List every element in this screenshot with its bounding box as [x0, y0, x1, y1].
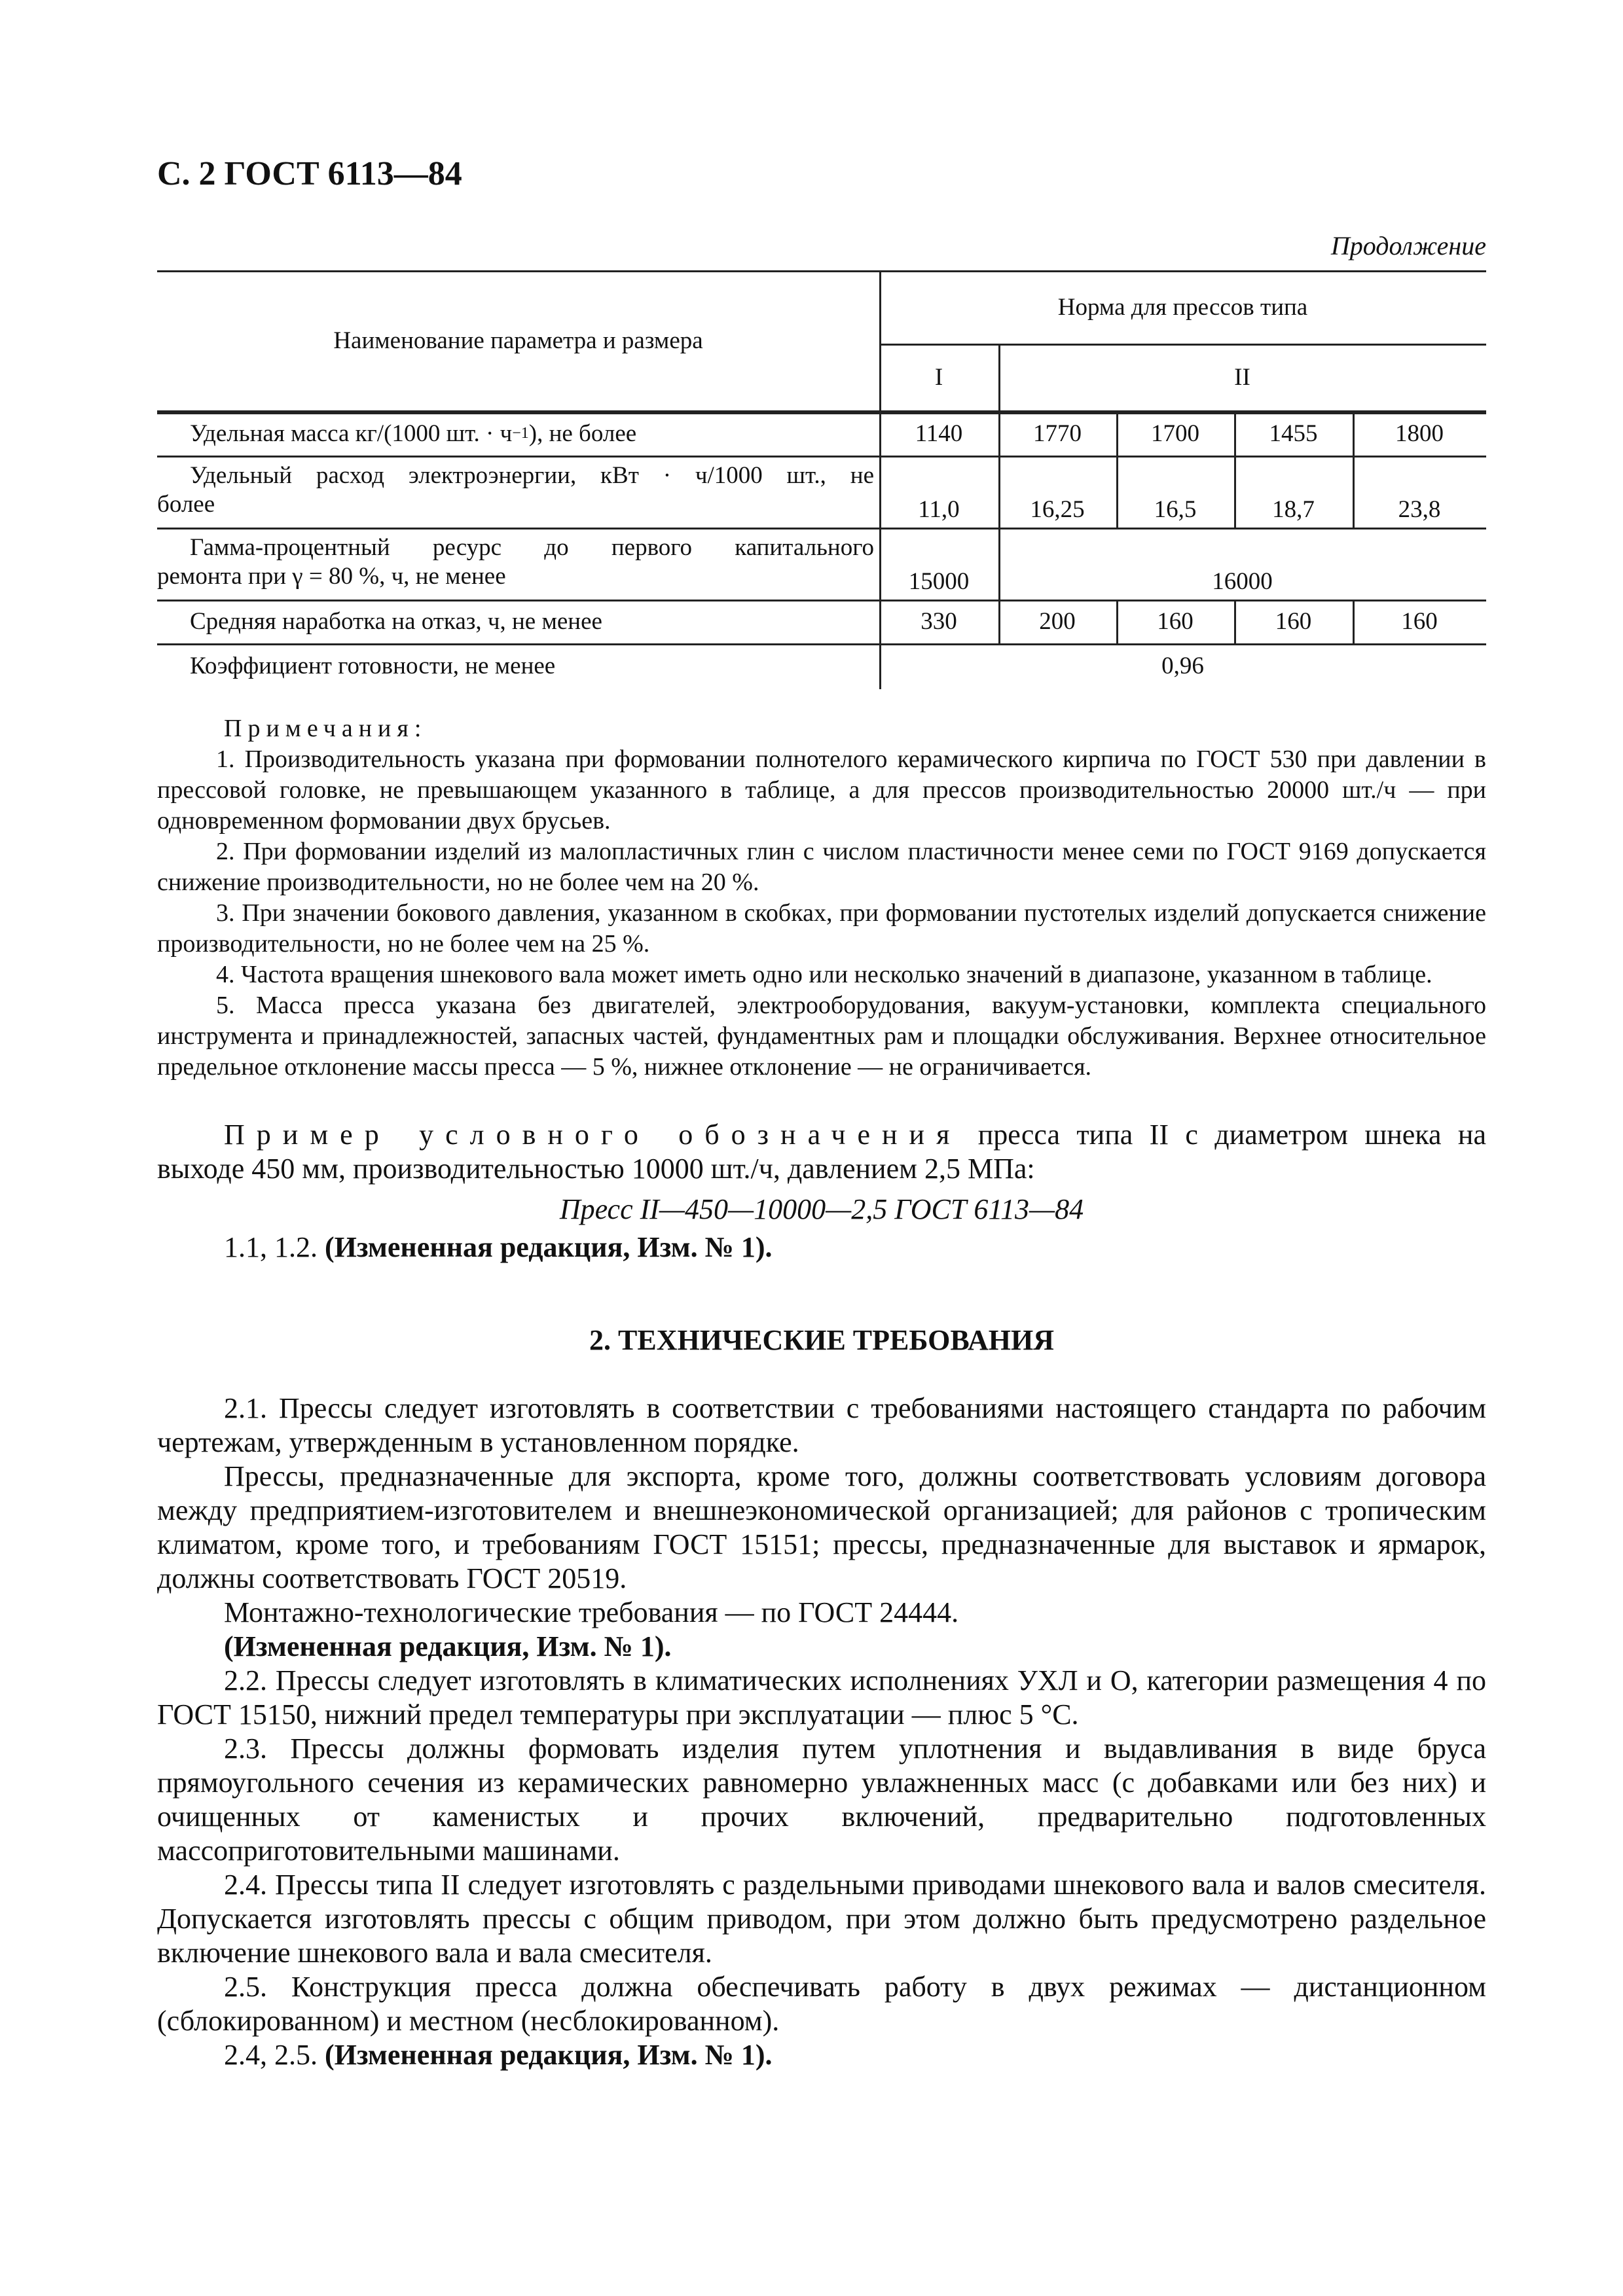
- header-param: Наименование параметра и размера: [333, 327, 703, 354]
- paragraph: 2.3. Прессы должны формовать изделия путем уплотнения и выдавливания в виде бруса прямоугольного сечения из керамических равномерно увлажненных масс (с добавками или без них) и очищенных от каменистых и прочих включений, предварительно подготовленных массоприготовительными машинами.: [157, 1732, 1486, 1867]
- table-cell: 16,25: [1030, 495, 1085, 523]
- notes-title: Примечания:: [224, 715, 428, 742]
- row-name: Гамма-процентный ресурс до первого капитального ремонта при γ = 80 %, ч, не менее: [157, 534, 874, 590]
- note-item: 3. При значении бокового давления, указанном в скобках, при формовании пустотелых изделий допускается снижение производительности, но не более чем на 25 %.: [157, 899, 1486, 958]
- table-cell: 23,8: [1398, 495, 1441, 523]
- example-label: Пример условного обозначения: [224, 1119, 962, 1151]
- notes-block: [157, 713, 1486, 1083]
- example-designation: Пресс II—450—10000—2,5 ГОСТ 6113—84: [559, 1193, 1084, 1225]
- note-item: 1. Производительность указана при формовании полнотелого керамического кирпича по ГОСТ 530 при давлении в прессовой головке, не превышающем указанного в таблице, а для прессов производительностью 20000 шт./ч — при одновременном формовании двух брусьев.: [157, 745, 1486, 834]
- table-cell: 160: [1401, 608, 1438, 635]
- section-2: [157, 1323, 1486, 1357]
- note-item: 5. Масса пресса указана без двигателей, электрооборудования, вакуум-установки, комплекта специального инструмента и принадлежностей, запасных частей, фундаментных рам и площадки обслуживания. Верхнее относительное предельное отклонение массы пресса — 5 %, нижнее отклонение — не ограничивается.: [157, 992, 1486, 1081]
- paragraph: 2.2. Прессы следует изготовлять в климатических исполнениях УХЛ и О, категории размещения 4 по ГОСТ 15150, нижний предел температуры при эксплуатации — плюс 5 °С.: [157, 1664, 1486, 1731]
- section-heading: 2. ТЕХНИЧЕСКИЕ ТРЕБОВАНИЯ: [589, 1324, 1054, 1356]
- page-header: С. 2 ГОСТ 6113—84: [157, 155, 462, 192]
- table-cell: 1140: [915, 420, 963, 447]
- table-cell: 16,5: [1154, 495, 1197, 523]
- table-cell: 160: [1275, 608, 1312, 635]
- table-cell: 200: [1039, 608, 1076, 635]
- continuation-label: Продолжение: [1330, 231, 1486, 260]
- note-item: 2. При формовании изделий из малопластичных глин с числом пластичности менее семи по ГОСТ 9169 допускается снижение производительности, но не более чем на 20 %.: [157, 838, 1486, 896]
- note-item: 4. Частота вращения шнекового вала может иметь одно или несколько значений в диапазоне, указанном в таблице.: [216, 961, 1432, 988]
- paragraph: Прессы, предназначенные для экспорта, кроме того, должны соответствовать условиям договора между предприятием-изготовителем и внешнеэкономической организацией; для районов с тропическим климатом, кроме того, и требованиям ГОСТ 15151; прессы, предназначенные для выставок и ярмарок, должны соответствовать ГОСТ 20519.: [157, 1460, 1486, 1594]
- change-note: 2.4, 2.5. (Измененная редакция, Изм. № 1).: [224, 2039, 773, 2071]
- table-cell: 0,96: [1161, 653, 1204, 679]
- table-cell: 11,0: [918, 495, 960, 523]
- table-cell: 1455: [1269, 420, 1318, 447]
- paragraph: 2.1. Прессы следует изготовлять в соответствии с требованиями настоящего стандарта по рабочим чертежам, утвержденным в установленном порядке.: [157, 1392, 1486, 1458]
- row-name: Удельная масса кг/(1000 шт. · ч −1 ), не более: [190, 420, 637, 447]
- paragraph: 2.5. Конструкция пресса должна обеспечивать работу в двух режимах — дистанционном (сблокированном) и местном (несблокированном).: [157, 1971, 1486, 2037]
- table-cell: 16000: [1212, 567, 1273, 595]
- row-name: Средняя наработка на отказ, ч, не менее: [190, 608, 602, 635]
- table-cell: 330: [921, 608, 957, 635]
- table-cell: 1770: [1033, 420, 1082, 447]
- example-paragraph: Пример условного обозначения пресса типа II с диаметром шнека на выходе 450 мм, производительностью 10000 шт./ч, давлением 2,5 МПа:: [157, 1119, 1486, 1185]
- parameters-table: [157, 270, 1486, 689]
- table-rule: [157, 528, 1486, 529]
- section-2-body: [157, 1391, 1486, 2072]
- change-note: 1.1, 1.2. (Измененная редакция, Изм. № 1).: [224, 1231, 773, 1263]
- row-name: Удельный расход электроэнергии, кВт · ч/1000 шт., не более: [157, 462, 874, 518]
- table-cell: 160: [1157, 608, 1194, 635]
- row-name: Коэффициент готовности, не менее: [190, 653, 556, 679]
- example-block: [157, 1118, 1486, 1265]
- change-note: (Измененная редакция, Изм. № 1).: [224, 1630, 672, 1662]
- table-cell: 1700: [1151, 420, 1199, 447]
- paragraph: Монтажно-технологические требования — по ГОСТ 24444.: [224, 1596, 959, 1628]
- header-type-II: II: [1234, 363, 1250, 391]
- table-cell: 15000: [908, 567, 970, 595]
- table-cell: 1800: [1395, 420, 1444, 447]
- paragraph: 2.4. Прессы типа II следует изготовлять с раздельными приводами шнекового вала и валов смесителя. Допускается изготовлять прессы с общим приводом, при этом должно быть предусмотрено раздельное включение шнекового вала и вала смесителя.: [157, 1869, 1486, 1969]
- table-cell: 18,7: [1272, 495, 1315, 523]
- header-norm: Норма для прессов типа: [1057, 293, 1308, 321]
- header-type-I: I: [934, 363, 943, 391]
- table-rule: [157, 456, 1486, 457]
